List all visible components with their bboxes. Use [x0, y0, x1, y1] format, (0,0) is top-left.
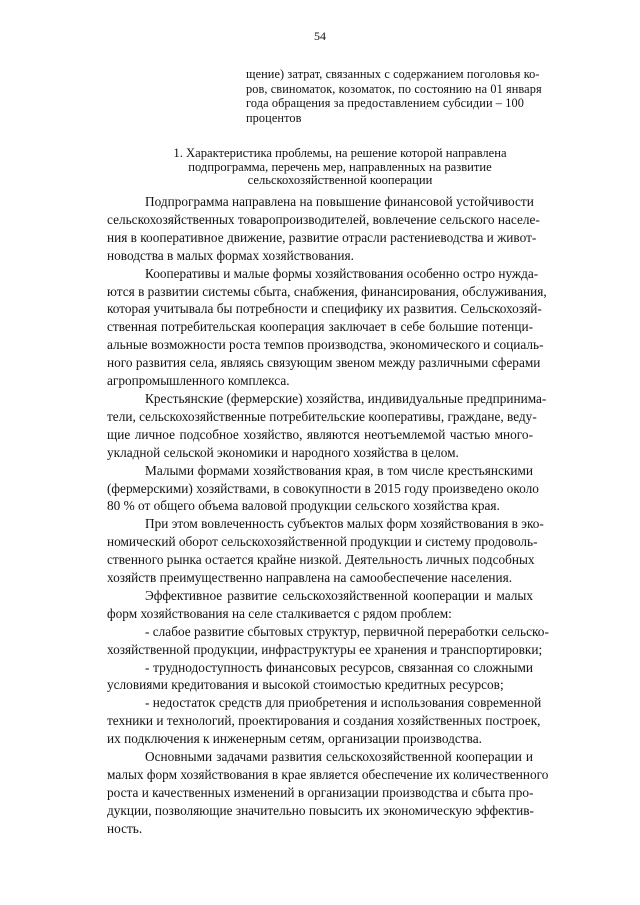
heading-line: 1. Характеристика проблемы, на решение которой направлена	[173, 146, 507, 160]
paragraph-line: Малыми формами хозяйствования края, в том числе крестьянскими	[145, 462, 533, 478]
paragraph-line: Подпрограмма направлена на повышение финансовой устойчивости	[145, 194, 534, 209]
paragraph-line: Эффективное развитие сельскохозяйственной кооперации и малых	[145, 587, 533, 603]
table-cell-line: года обращения за предоставлением субсидии – 100	[246, 96, 524, 110]
table-cell-text	[246, 67, 606, 125]
paragraph	[107, 390, 547, 462]
paragraph-line: Основными задачами развития сельскохозяйственной кооперации и	[145, 749, 533, 765]
paragraph	[107, 587, 533, 623]
paragraph-line: Крестьянские (фермерские) хозяйства, индивидуальные предпринима-	[145, 390, 547, 406]
page-number: 54	[314, 29, 326, 43]
heading-line: сельскохозяйственной кооперации	[247, 173, 433, 187]
paragraph-line: (фермерскими) хозяйствами, в совокупности в 2015 году произведено около	[107, 480, 539, 496]
paragraph-line: - недостаток средств для приобретения и использования современной	[145, 695, 542, 711]
paragraph-line: тели, сельскохозяйственные потребительские кооперативы, граждане, веду-	[107, 408, 537, 424]
table-cell-line: щение) затрат, связанных с содержанием поголовья ко-	[246, 67, 540, 81]
list-item	[107, 694, 542, 748]
paragraph-line: ются в развитии системы сбыта, снабжения, финансирования, обслуживания,	[107, 283, 547, 299]
paragraph	[107, 515, 544, 587]
paragraph-line: хозяйственной продукции, инфраструктуры ее хранения и транспортировки;	[107, 641, 543, 657]
paragraph-line: альные возможности роста темпов производства, экономического и социаль-	[107, 337, 544, 353]
paragraph-line: форм хозяйствования на селе сталкивается с рядом проблем:	[107, 605, 452, 621]
paragraph-line: условиями кредитования и высокой стоимостью кредитных ресурсов;	[107, 677, 504, 693]
section-heading	[140, 147, 540, 188]
paragraph-line: которая учитывала бы потребности и специфику их развития. Сельскохозяй-	[107, 301, 542, 317]
paragraph-line: При этом вовлеченность субъектов малых форм хозяйствования в эко-	[145, 516, 544, 532]
paragraph-line: ного развития села, являясь связующим звеном между различными сферами	[107, 355, 541, 371]
paragraph-line: Кооперативы и малые формы хозяйствования особенно остро нужда-	[145, 265, 539, 281]
paragraph-line: техники и технологий, проектирования и создания хозяйственных построек,	[107, 713, 541, 729]
paragraph-line: ния в кооперативное движение, развитие отрасли растениеводства и живот-	[107, 229, 537, 245]
paragraph-line: хозяйств преимущественно направлена на самообеспечение населения.	[107, 570, 513, 586]
table-cell-line: ров, свиноматок, козоматок, по состоянию на 01 января	[246, 81, 542, 96]
paragraph-line: номический оборот сельскохозяйственной продукции и систему продоволь-	[107, 534, 538, 550]
paragraph	[107, 748, 549, 838]
list-item	[107, 659, 533, 695]
paragraph	[107, 265, 547, 390]
paragraph-line: дукции, позволяющие значительно повысить их экономическую эффектив-	[107, 802, 534, 818]
document-body	[107, 193, 549, 838]
paragraph-line: ственная потребительская кооперация заключает в себе большие потенци-	[107, 319, 533, 335]
paragraph	[107, 193, 540, 265]
table-cell-line: процентов	[246, 110, 302, 125]
paragraph-line: сельскохозяйственных товаропроизводителей, вовлечение сельского населе-	[107, 211, 540, 227]
list-item	[107, 623, 549, 659]
paragraph-line: малых форм хозяйствования в крае является обеспечение их количественного	[107, 767, 549, 782]
paragraph-line: - слабое развитие сбытовых структур, первичной переработки сельско-	[145, 623, 549, 639]
paragraph-line: ность.	[107, 820, 143, 836]
paragraph-line: укладной сельской экономики и народного хозяйства в целом.	[107, 444, 459, 460]
heading-line: подпрограмма, перечень мер, направленных на развитие	[188, 159, 492, 174]
paragraph-line: щие личное подсобное хозяйство, являются неотъемлемой частью много-	[107, 426, 533, 442]
paragraph	[107, 462, 539, 516]
paragraph-line: ственного рынка остается крайне низкой. Деятельность личных подсобных	[107, 552, 535, 568]
paragraph-line: их подключения к инженерным сетям, организации производства.	[107, 731, 482, 747]
paragraph-line: 80 % от общего объема валовой продукции сельского хозяйства края.	[107, 498, 500, 514]
paragraph-line: - труднодоступность финансовых ресурсов, связанная со сложными	[145, 659, 533, 675]
paragraph-line: новодства в малых формах хозяйствования.	[107, 247, 354, 263]
paragraph-line: агропромышленного комплекса.	[107, 373, 290, 389]
paragraph-line: роста и качественных изменений в организации производства и сбыта про-	[107, 784, 534, 800]
